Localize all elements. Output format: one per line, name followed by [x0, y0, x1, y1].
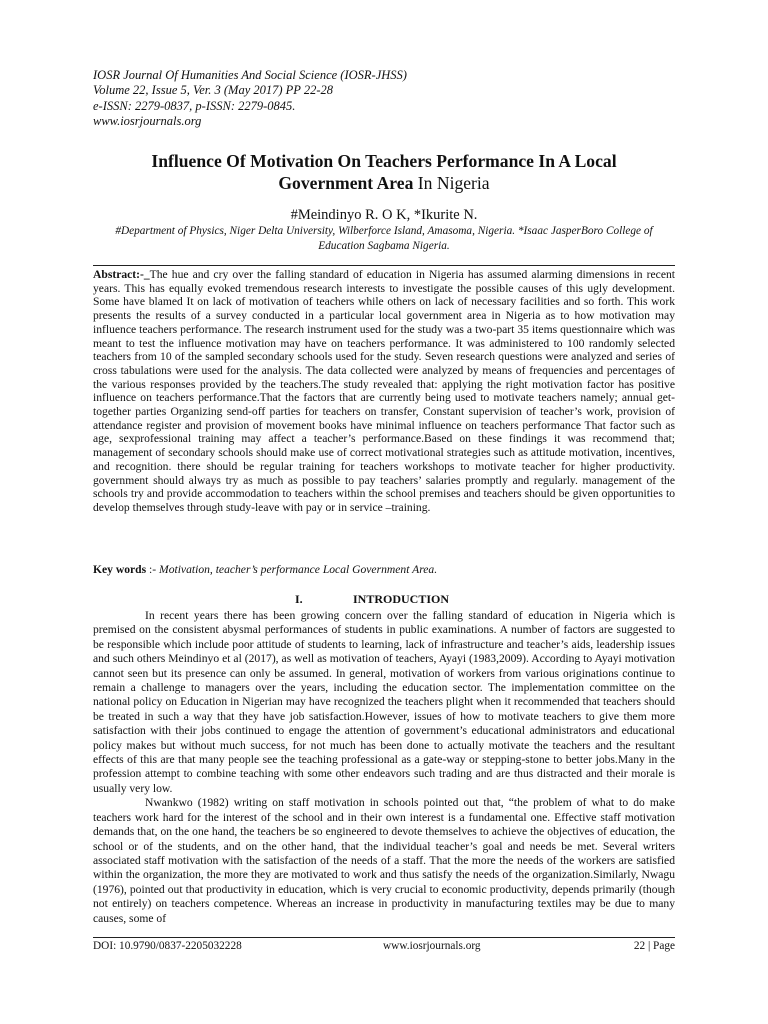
- footer-divider: [93, 937, 675, 938]
- section-title: INTRODUCTION: [353, 592, 450, 606]
- footer-doi: DOI: 10.9790/0837-2205032228: [93, 940, 242, 952]
- header-divider: [93, 265, 675, 266]
- abstract: [93, 268, 675, 515]
- authors: #Meindinyo R. O K, *Ikurite N.: [290, 207, 478, 223]
- introduction-body: [93, 609, 675, 926]
- title-line-1: Influence Of Motivation On Teachers Performance In A Local: [151, 151, 617, 171]
- journal-website: www.iosrjournals.org: [93, 113, 202, 128]
- journal-issn: e-ISSN: 2279-0837, p-ISSN: 2279-0845.: [93, 98, 296, 113]
- affiliation: #Department of Physics, Niger Delta University, Wilberforce Island, Amasoma, Nigeria. *Isaac JasperBoro College of Education Sagbama Nigeria.: [115, 225, 653, 252]
- journal-volume: Volume 22, Issue 5, Ver. 3 (May 2017) PP 22-28: [93, 83, 334, 98]
- keywords-label: Key words: [93, 563, 147, 576]
- journal-name: IOSR Journal Of Humanities And Social Science (IOSR-JHSS): [93, 68, 407, 82]
- abstract-text: The hue and cry over the falling standard of education in Nigeria has assumed alarming dimensions in recent years. This has equally evoked tremendous research interests to investigate the possible causes of this ugly development. Some have blamed It on lack of motivation of teachers while others on lack of necessary facilities and so forth. This work presents the results of a survey conducted in a particular local government area in Nigeria as to how motivation may influence teachers performance. The research instrument used for the study was a two-part 35 items questionnaire which was meant to test the influence motivation may have on teachers performance. It was administered to 100 randomly selected teachers from 10 of the sampled secondary schools used for the study. Seven research questions were analyzed and series of cross tabulations were used for the analysis. The data collected were analyzed by means of frequencies and percentages of the various responses provided by the teachers.The study revealed that: applying the right motivation factor has positive influence on teachers performance.That the factors that are currently being used to motivate teachers namely; annual get-together parties Organizing send-off parties for teachers on transfer, Constant supervision of teacher’s work, provision of attendance register and provision of movement books have minimal influence on teachers performance That factor such as age, sexprofessional training may affect a teacher’s performance.Based on these findings it was recommend that; management of secondary schools should make use of correct motivational strategies such as attitude motivation, incentives, and recognition. there should be regular training for teachers workshops to motivate teacher for higher productivity. government should always try as much as possible to pay teachers’ salaries promptly and regularly. management of the schools try and provide accommodation to teachers within the school premises and teachers should be given opportunities to develop themselves through study-leave with pay or in service –training.: [93, 268, 675, 514]
- page-footer: [93, 940, 675, 956]
- journal-header: [93, 68, 675, 129]
- paragraph: In recent years there has been growing concern over the falling standard of education in Nigeria which is premised on the consistent abysmal performances of students in public examinations. A number of factors are suggested to be responsible which include poor attitude of students to learning, lack of infrastructure and teacher’s aids, leadership issues and such others Meindinyo et al (2017), as well as motivation of teachers, Ayayi (1983,2009). According to Ayayi motivation cannot seen but its presence can only be assumed. In general, motivation of workers from various originations continue to remain a challenge to managers over the years, including the education sector. The implementation committee on the national policy on Education in Nigerian may have recognized the teachers plight when it recommended that teachers should be treated in such a way that they have job satisfaction.However, issues of how to motivate teachers to give them more satisfaction with their jobs continued to engage the attention of government’s educational administrators and educational policy makes but without much success, for not much has been done to actually motivate the teachers and the resultant effects of this are that many people see the teaching professional as a gate-way or stepping-stone to better jobs.Many in the profession attempt to combine teaching with some other endeavors such trading and are thus distracted and their morale is usually very low.: [93, 609, 675, 795]
- abstract-label: Abstract:-_: [93, 268, 150, 281]
- paragraph: Nwankwo (1982) writing on staff motivation in schools pointed out that, “the problem of what to do make teachers work hard for the interest of the school and in their own interest is a fundamental one. Effective staff motivation demands that, on the one hand, the teachers be so engineered to devote themselves to achieve the objectives of education, the school or of the students, and on the other hand, that the individual teacher’s goal and needs be met. Several writers associated staff motivation with the satisfaction of the needs of a staff. That the more the needs of the workers are satisfied within the organization, the more they are motivated to work and thus satisfy the needs of the organization.Similarly, Nwagu (1976), pointed out that productivity in education, which is very crucial to economic productivity, depends primarily (though not entirely) on teachers competence. Whereas an increase in productivity in manufacturing textiles may be due to many causes, some of: [93, 796, 675, 925]
- paper-title: [93, 150, 675, 194]
- title-suffix: In Nigeria: [413, 173, 490, 193]
- title-line-2: Government Area: [278, 173, 414, 193]
- keywords-value: Motivation, teacher’s performance Local Government Area.: [159, 563, 438, 576]
- footer-website: www.iosrjournals.org: [383, 940, 481, 952]
- keywords-separator: :-: [146, 563, 160, 576]
- footer-page-number: 22 | Page: [633, 940, 675, 952]
- section-number: I.: [295, 592, 303, 606]
- keywords: [93, 563, 675, 577]
